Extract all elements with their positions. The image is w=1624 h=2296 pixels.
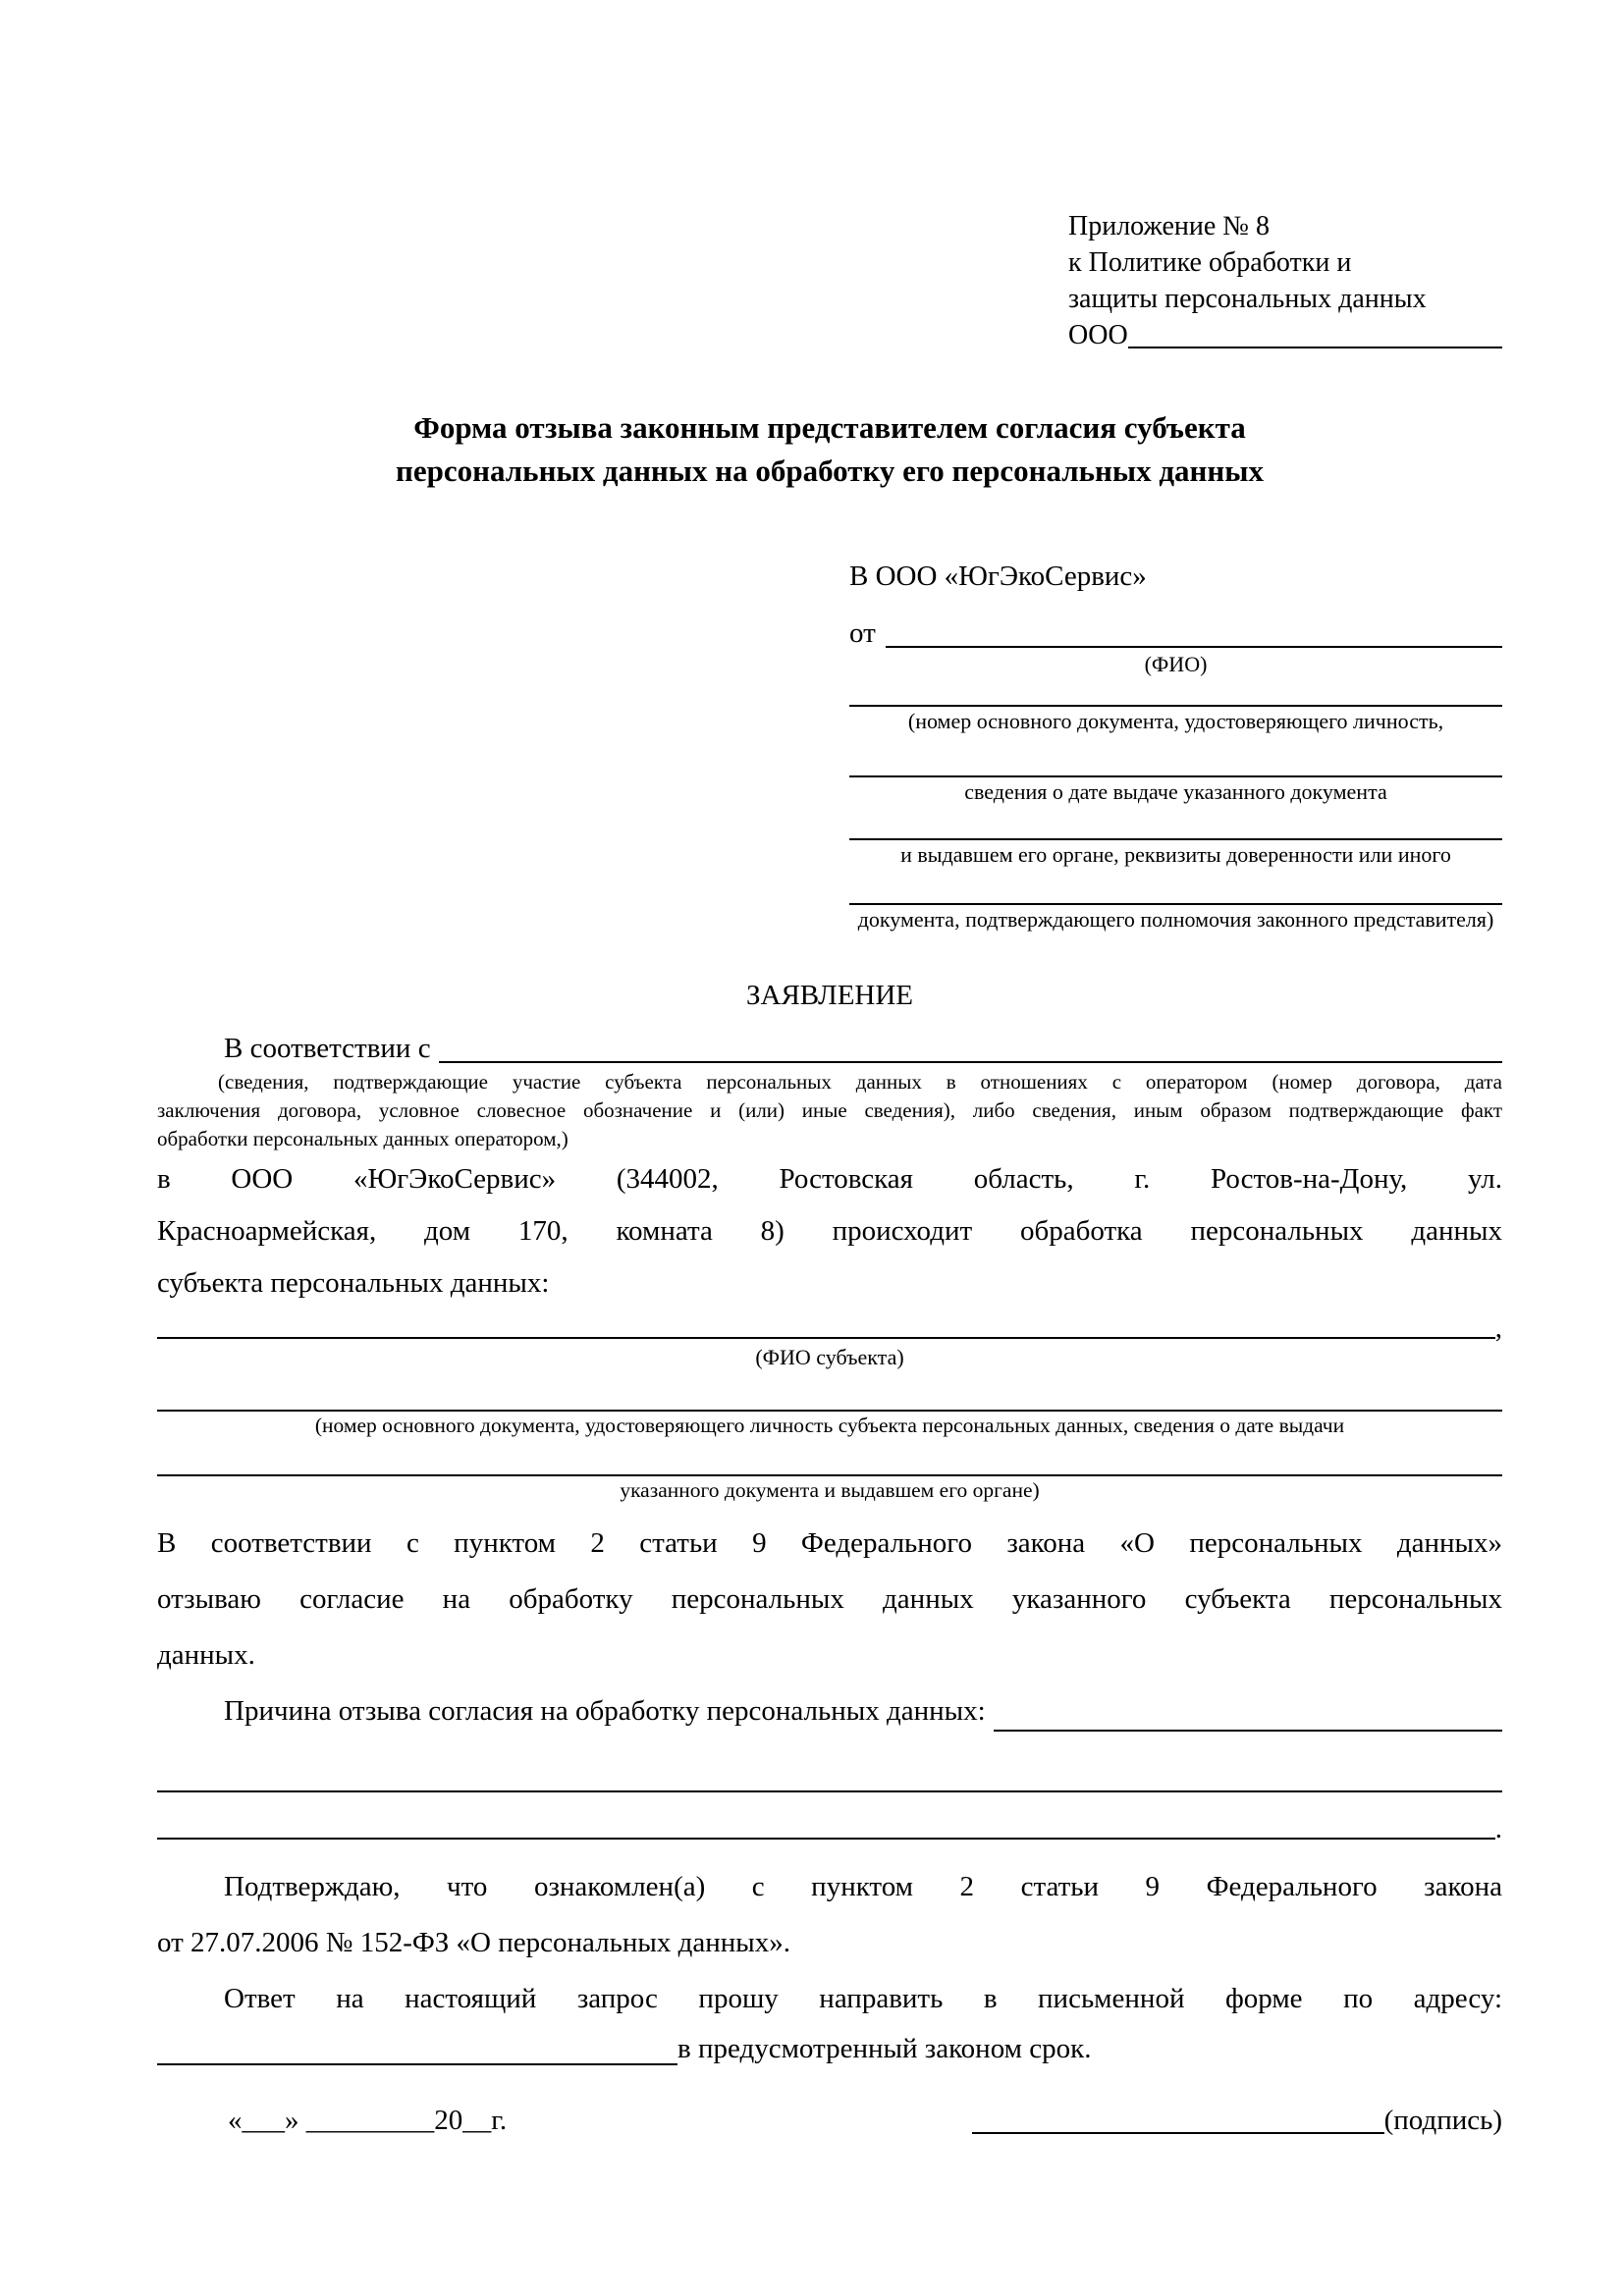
document-number-caption: (номер основного документа, удостоверяющего личность, [907,709,1444,733]
representative-document-field [849,870,1502,933]
addressee-organization: В ООО «ЮгЭкоСервис» [849,561,1147,592]
reason-blank-line-2[interactable] [157,1739,1502,1792]
response-address-blank-line[interactable] [157,2063,677,2065]
response-request-line: Ответ на настоящий запрос прошу направить в письменной форме по адресу: [224,1983,1502,2014]
subject-document-blank-line-2[interactable] [157,1439,1502,1476]
reason-blank-line[interactable] [994,1683,1502,1732]
organization-name-blank-line[interactable] [1128,317,1502,348]
intro-label: В соответствии с [224,1033,431,1064]
withdrawal-paragraph-line: данных. [157,1639,255,1671]
reason-period: . [1494,1813,1502,1844]
authority-proof-caption: документа, подтверждающего полномочия законного представителя) [857,907,1494,932]
appendix-note-line: Приложение № 8 [1068,211,1270,241]
organization-name-row [1068,317,1502,353]
issuing-authority-caption: и выдавшем его органе, реквизиты доверенности или иного [900,842,1451,867]
statement-heading: ЗАЯВЛЕНИЕ [745,980,914,1011]
subject-document-blank-line[interactable] [157,1372,1502,1412]
issue-date-blank-line[interactable] [849,736,1502,777]
operator-paragraph [157,1153,1502,1309]
confirmation-paragraph [157,1859,1502,1971]
intro-row [157,1029,1502,1068]
subject-name-row [157,1309,1502,1345]
representative-document-field [849,689,1502,734]
withdrawal-paragraph [157,1516,1502,1683]
addressee-block [849,558,1502,933]
subject-document-caption: (номер основного документа, удостоверяющего личность субъекта персональных данных, сведения о дате выдачи [314,1414,1345,1437]
document-number-blank-line[interactable] [849,689,1502,707]
reason-label: Причина отзыва согласия на обработку персональных данных: [224,1695,986,1727]
subject-document-caption-2: указанного документа и выдавшем его органе) [620,1478,1040,1502]
document-title-line: Форма отзыва законным представителем согласия субъекта [413,410,1246,445]
from-row [849,614,1502,652]
operator-paragraph-line: субъекта персональных данных: [157,1267,550,1299]
basis-blank-line[interactable] [439,1029,1502,1063]
appendix-note-line: защиты персональных данных [1068,284,1427,314]
operator-paragraph-line: Красноармейская, дом 170, комната 8) происходит обработка персональных данных [157,1215,1502,1247]
issuing-authority-blank-line[interactable] [849,807,1502,840]
representative-document-field [849,736,1502,805]
representative-document-field [849,807,1502,868]
operator-paragraph-line: в ООО «ЮгЭкоСервис» (344002, Ростовская область, г. Ростов-на-Дону, ул. [157,1163,1502,1195]
intro-caption-line: (сведения, подтверждающие участие субъекта персональных данных в отношениях с оператором (номер договора, дата [218,1070,1502,1094]
confirmation-paragraph-line: Подтверждаю, что ознакомлен(а) с пунктом 2 статьи 9 Федерального закона [224,1871,1502,1902]
subject-name-comma: , [1494,1312,1502,1344]
withdrawal-paragraph-line: отзываю согласие на обработку персональных данных указанного субъекта персональных [157,1583,1502,1615]
signature-block [972,2101,1502,2140]
appendix-note-line: к Политике обработки и [1068,247,1352,278]
response-suffix: в предусмотренный законом срок. [677,2033,1092,2064]
intro-caption-line: обработки персональных данных оператором,) [157,1127,568,1150]
subject-fio-caption: (ФИО субъекта) [755,1345,904,1369]
authority-proof-blank-line[interactable] [849,870,1502,905]
subject-name-blank-line[interactable] [157,1337,1495,1339]
document-title [157,406,1502,493]
withdrawal-paragraph-line: В соответствии с пунктом 2 статьи 9 Федерального закона «О персональных данных» [157,1527,1502,1559]
organization-prefix: ООО [1068,320,1128,350]
intro-caption-line: заключения договора, условное словесное обозначение и (или) иные сведения), либо сведения, иным образом подтверждающие факт [157,1098,1502,1122]
issue-date-caption: сведения о дате выдаче указанного документа [964,779,1387,804]
reason-row [157,1683,1502,1739]
response-address-row [157,2027,1502,2070]
appendix-note [1068,208,1502,353]
fio-caption: (ФИО) [1144,652,1208,676]
representative-name-blank-line[interactable] [886,614,1502,648]
document-title-line: персональных данных на обработку его персональных данных [396,454,1264,488]
signature-blank-line[interactable] [972,2132,1384,2134]
date-blank-line[interactable]: «___» _________20__г. [228,2105,508,2136]
footer-row [157,2101,1502,2140]
reason-blank-line-3[interactable] [157,1838,1495,1840]
reason-blank-row-3 [157,1792,1502,1845]
intro-caption [157,1068,1502,1153]
confirmation-paragraph-line: от 27.07.2006 № 152-ФЗ «О персональных данных». [157,1927,791,1958]
signature-caption: (подпись) [1383,2105,1502,2136]
from-label: от [849,617,876,649]
